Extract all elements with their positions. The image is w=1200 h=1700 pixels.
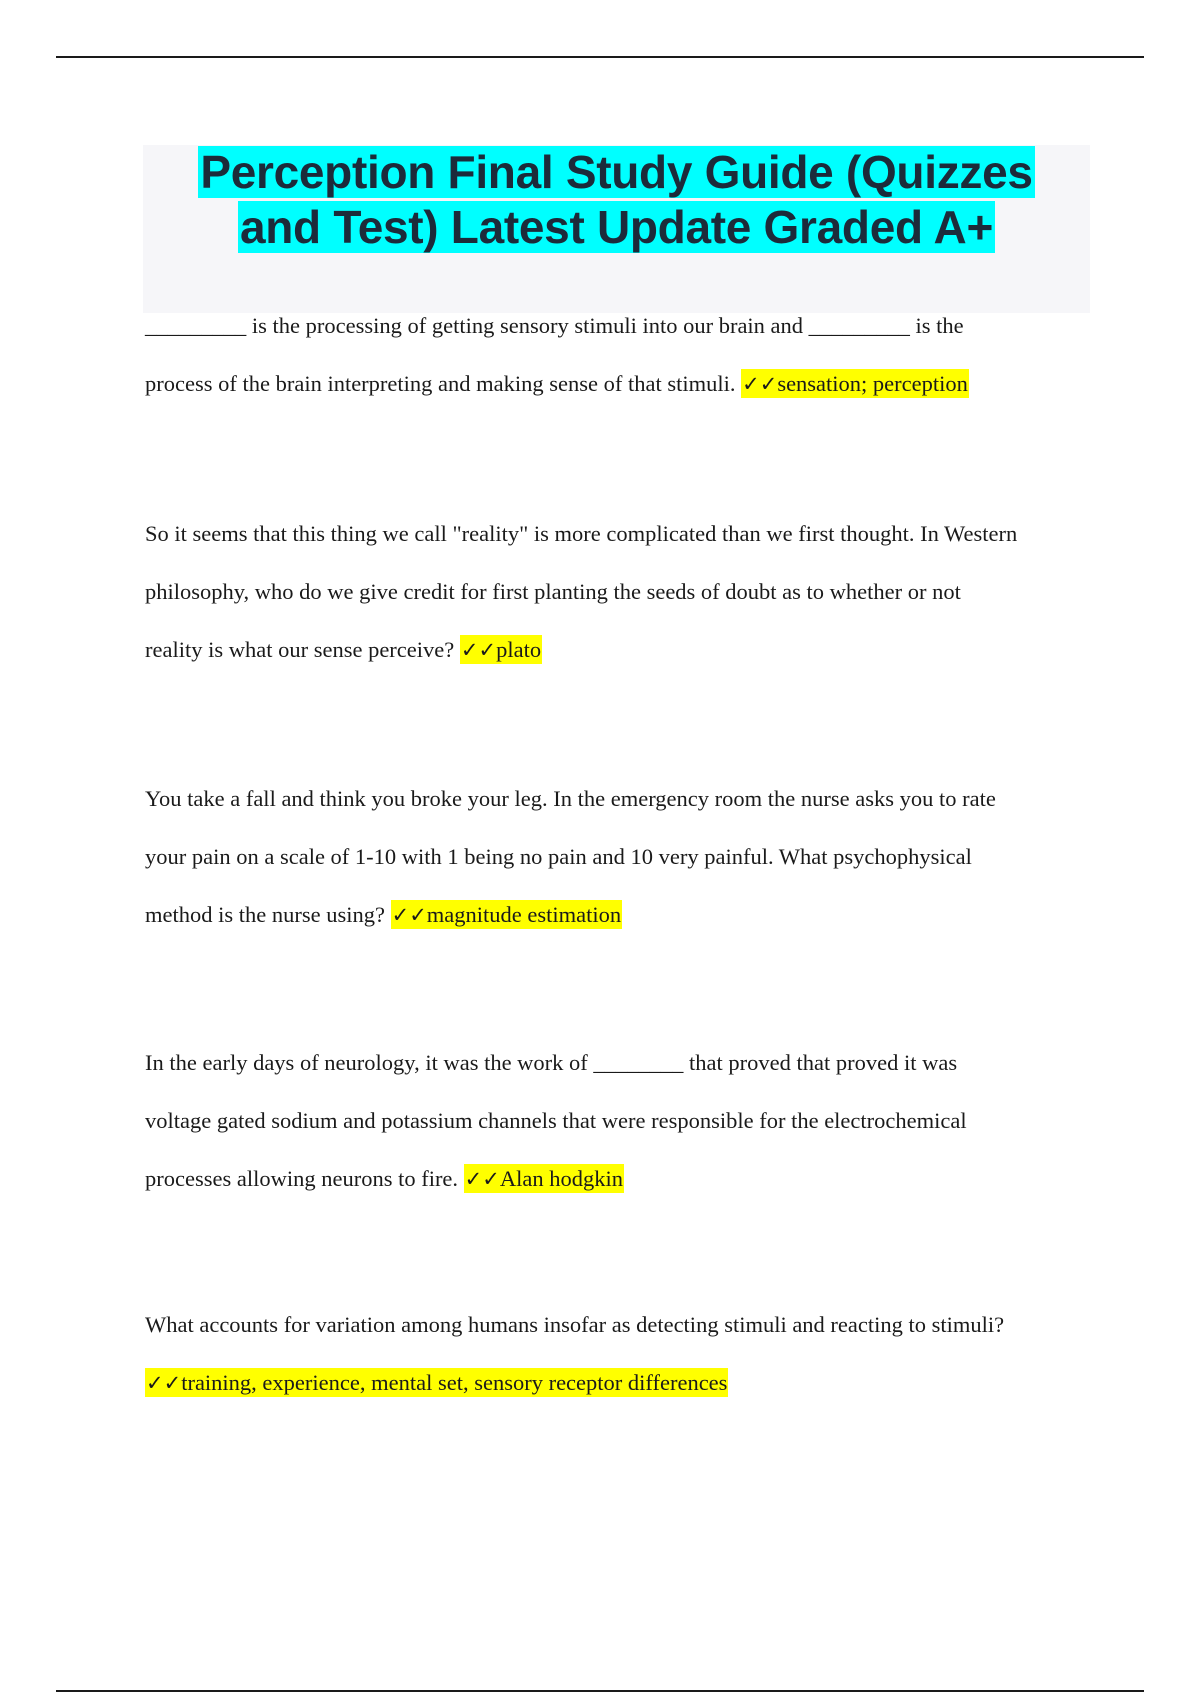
double-check-icon: ✓✓	[146, 1371, 182, 1395]
question-text: So it seems that this thing we call "reality" is more complicated than we first thought. In Western	[145, 521, 1018, 546]
title-banner	[143, 145, 1090, 313]
question-text: process of the brain interpreting and making sense of that stimuli.	[145, 371, 736, 396]
double-check-icon: ✓✓	[391, 903, 427, 927]
question-text: In the early days of neurology, it was the work of ________ that proved that proved it was	[145, 1050, 958, 1075]
qa-item	[145, 1034, 1095, 1208]
header-rule	[56, 56, 1144, 58]
question-text: _________ is the processing of getting sensory stimuli into our brain and _________ is the	[145, 313, 964, 338]
question-text: You take a fall and think you broke your leg. In the emergency room the nurse asks you to rate	[145, 786, 996, 811]
answer-text: plato	[496, 637, 542, 662]
answer-highlight	[464, 1164, 624, 1193]
answer-text: sensation; perception	[777, 371, 968, 396]
page-title	[143, 145, 1090, 255]
qa-item	[145, 1296, 1095, 1412]
double-check-icon: ✓✓	[742, 372, 778, 396]
footer-rule	[56, 1690, 1144, 1692]
double-check-icon: ✓✓	[460, 638, 497, 662]
question-text: your pain on a scale of 1-10 with 1 being no pain and 10 very painful. What psychophysical	[145, 844, 972, 869]
answer-highlight	[460, 635, 542, 664]
question-text: philosophy, who do we give credit for first planting the seeds of doubt as to whether or not	[145, 579, 961, 604]
question-text: method is the nurse using?	[145, 902, 385, 927]
answer-highlight	[391, 900, 623, 929]
title-line-1: Perception Final Study Guide (Quizzes	[200, 146, 1033, 198]
qa-item	[145, 297, 1095, 413]
answer-text: Alan hodgkin	[499, 1166, 623, 1191]
title-line-2: and Test) Latest Update Graded A+	[239, 201, 994, 253]
answer-highlight	[145, 1368, 728, 1397]
question-text: reality is what our sense perceive?	[145, 637, 455, 662]
answer-text: training, experience, mental set, sensory receptor differences	[181, 1370, 728, 1395]
answer-highlight	[741, 369, 969, 398]
answer-text: magnitude estimation	[426, 902, 622, 927]
question-text: processes allowing neurons to fire.	[145, 1166, 459, 1191]
question-text: voltage gated sodium and potassium channels that were responsible for the electrochemical	[145, 1108, 967, 1133]
qa-item	[145, 770, 1095, 944]
double-check-icon: ✓✓	[464, 1167, 500, 1191]
qa-item	[145, 505, 1095, 679]
question-text: What accounts for variation among humans insofar as detecting stimuli and reacting to stimuli?	[145, 1312, 1005, 1337]
